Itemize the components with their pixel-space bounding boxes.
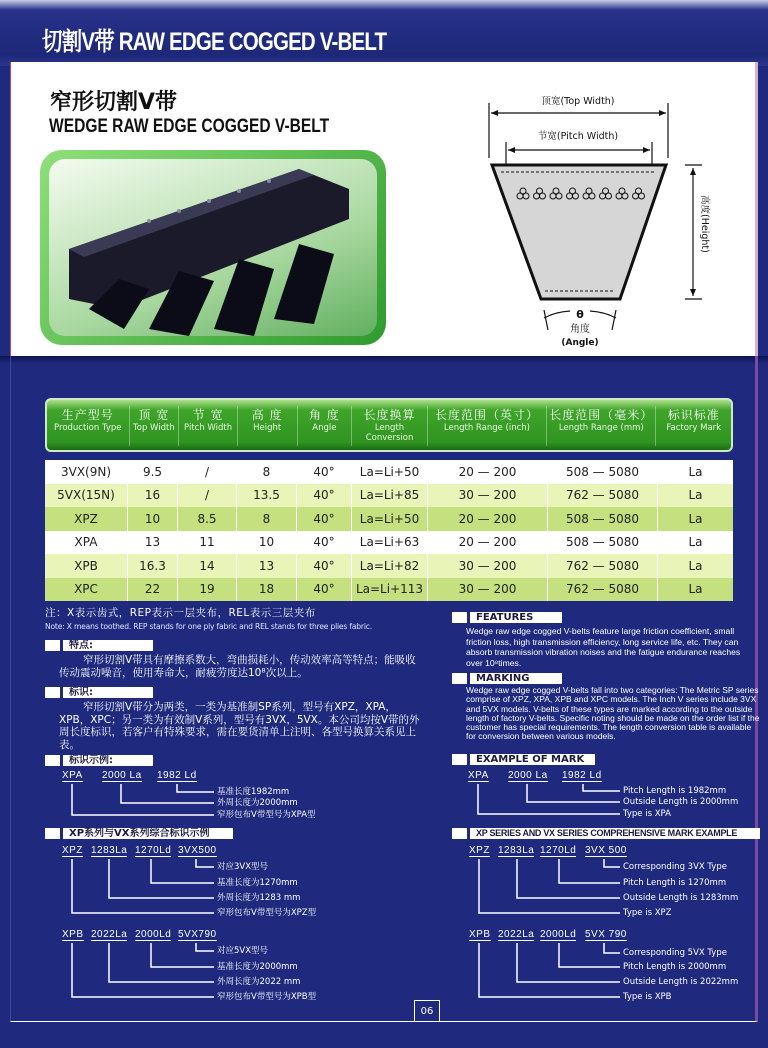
section-features-en — [452, 611, 562, 623]
height-label: 高度(Height) — [699, 195, 710, 253]
spec-table-header — [45, 398, 733, 452]
column-header-en: Angle — [312, 423, 337, 433]
column-header-cn: 生产型号 — [61, 408, 114, 422]
table-row — [45, 460, 733, 484]
column-header-en: Production Type — [54, 423, 122, 433]
features-text-en: Wedge raw edge cogged V-belts feature large friction coefficient, small friction loss, high transmission efficiency, long service life, etc. They can absorb transmission vibration noises and the fatigue endurance reaches over 10⁸times. — [466, 626, 741, 668]
product-title-en: WEDGE RAW EDGE COGGED V-BELT — [49, 116, 330, 137]
mark-code: XPA — [62, 770, 83, 781]
mark-code: XPB — [62, 929, 84, 940]
mark-label: Outside Length is 2000mm — [623, 797, 739, 807]
table-cell: / — [178, 460, 237, 484]
mark-label: 窄形包布V带型号为XPZ型 — [217, 908, 317, 918]
column-header-cn: 标识标准 — [667, 408, 720, 422]
section-marking-en — [452, 672, 562, 684]
column-header — [352, 406, 428, 446]
mark-code: 2022La — [91, 929, 128, 940]
section-title: XP系列与VX系列综合标识示例 — [63, 828, 233, 839]
table-cell: 14 — [178, 554, 237, 578]
column-header — [298, 406, 353, 446]
table-cell: 8 — [237, 460, 297, 484]
table-cell: 9.5 — [128, 460, 178, 484]
mark-code: XPZ — [62, 845, 83, 856]
note-en: Note: X means toothed. REP stands for one ply fabric and REL stands for three plies fabric. — [45, 622, 372, 631]
mark-code: 5VX 790 — [585, 929, 627, 940]
mark-code: 5VX790 — [178, 929, 217, 940]
table-cell: 10 — [128, 507, 178, 531]
column-header-cn: 节 宽 — [192, 408, 224, 422]
mark-label: Outside Length is 2022mm — [623, 977, 739, 987]
mark-label: Outside Length is 1283mm — [623, 893, 739, 903]
column-header-en: Length Conversion — [365, 423, 414, 443]
table-row — [45, 531, 733, 555]
table-cell: 20 — 200 — [428, 460, 548, 484]
table-cell: XPB — [45, 554, 128, 578]
mark-code: XPZ — [469, 845, 490, 856]
page-title: 切割V带 RAW EDGE COGGED V-BELT — [42, 28, 387, 56]
table-cell: 30 — 200 — [428, 484, 548, 508]
section-combo-cn — [45, 827, 233, 839]
column-header — [656, 406, 731, 446]
table-cell: 3VX(9N) — [45, 460, 128, 484]
mark-label: Pitch Length is 2000mm — [623, 962, 727, 972]
mark-code: 2000Ld — [540, 929, 577, 940]
table-cell: La=Li+50 — [352, 507, 428, 531]
table-cell: 508 — 5080 — [548, 460, 658, 484]
column-header-en: Factory Mark — [666, 423, 722, 433]
column-header — [428, 406, 547, 446]
mark-code: 1270Ld — [540, 845, 577, 856]
section-example-cn — [45, 754, 153, 766]
mark-label: Type is XPA — [623, 809, 671, 819]
section-example-en — [452, 753, 595, 765]
column-header-cn: 长度换算 — [363, 408, 416, 422]
table-cell: 20 — 200 — [428, 507, 548, 531]
mark-code: XPA — [468, 770, 489, 781]
mark-label: 对应3VX型号 — [217, 862, 269, 872]
pitch-width-label: 节宽(Pitch Width) — [537, 131, 619, 142]
table-cell: XPZ — [45, 507, 128, 531]
table-cell: 19 — [178, 578, 237, 602]
table-cell: 30 — 200 — [428, 554, 548, 578]
table-cell: La=Li+85 — [352, 484, 428, 508]
column-header-cn: 顶 宽 — [138, 408, 170, 422]
section-title: XP SERIES AND VX SERIES COMPREHENSIVE MARK EXAMPLE — [470, 828, 760, 839]
table-cell: XPA — [45, 531, 128, 555]
mark-label: Pitch Length is 1270mm — [623, 878, 727, 888]
column-header — [179, 406, 238, 446]
mark-code: 2022La — [498, 929, 535, 940]
mark-code: 1982 Ld — [562, 770, 602, 781]
table-cell: 13 — [128, 531, 178, 555]
table-cell: XPC — [45, 578, 128, 602]
column-header-cn: 角 度 — [308, 408, 340, 422]
table-cell: 508 — 5080 — [548, 531, 658, 555]
section-combo-en — [452, 827, 760, 839]
mark-code: XPB — [469, 929, 491, 940]
marking-text-en: Wedge raw edge cogged V-belts fall into two categories: The Metric SP series comprise of XPZ, XPA, XPB and XPC models. The Inch V series include 3VX and 5VX models. V-belts of these types are marked according to the outside length of factory V-belts. Specific noting should be made on the order list if the customer has special requirements. The length conversion table is available for conversion between various models. — [466, 685, 760, 742]
table-cell: La — [688, 511, 703, 526]
section-title: 特点: — [63, 640, 153, 651]
table-cell: La — [688, 582, 703, 597]
section-title: FEATURES — [470, 612, 562, 623]
table-cell: 13 — [237, 554, 297, 578]
table-cell: / — [178, 484, 237, 508]
section-title: 标识: — [63, 687, 153, 698]
mark-label: Corresponding 3VX Type — [623, 862, 727, 872]
table-cell: La — [688, 464, 703, 479]
table-cell: 40° — [297, 578, 352, 602]
table-cell: La=Li+113 — [352, 578, 428, 602]
table-cell: 20 — 200 — [428, 531, 548, 555]
column-header-en: Top Width — [133, 423, 175, 433]
column-header-cn: 长度范围（毫米） — [549, 408, 654, 422]
table-cell: 5VX(15N) — [45, 484, 128, 508]
table-cell: 762 — 5080 — [548, 578, 658, 602]
table-cell: 40° — [297, 460, 352, 484]
mark-label: 基准长度为2000mm — [217, 962, 298, 972]
table-row — [45, 507, 733, 531]
belt-cross-section-diagram — [440, 80, 768, 360]
section-title: EXAMPLE OF MARK — [470, 754, 595, 765]
mark-code: 1270Ld — [135, 845, 172, 856]
column-header — [238, 406, 298, 446]
note-cn: 注：X表示齿式，REP表示一层夹布，REL表示三层夹布 — [45, 607, 316, 619]
features-text-cn: 窄形切割V带具有摩擦系数大，弯曲损耗小，传动效率高等特点；能吸收传动震动噪音，使用寿命大，耐疲劳度达10⁸次以上。 — [59, 654, 416, 679]
table-cell: 18 — [237, 578, 297, 602]
table-cell: 8.5 — [178, 507, 237, 531]
section-features-cn — [45, 639, 153, 651]
table-cell: La=Li+63 — [352, 531, 428, 555]
column-header-cn: 高 度 — [251, 408, 283, 422]
column-header-en: Length Range (mm) — [558, 423, 644, 433]
table-row — [45, 578, 733, 602]
mark-label: 基准长度1982mm — [217, 787, 290, 797]
table-cell: 508 — 5080 — [548, 507, 658, 531]
column-header — [547, 406, 656, 446]
mark-label: Type is XPB — [623, 992, 672, 1002]
table-cell: 762 — 5080 — [548, 554, 658, 578]
mark-label: 对应5VX型号 — [217, 946, 269, 956]
table-cell: La=Li+50 — [352, 460, 428, 484]
table-cell: 22 — [128, 578, 178, 602]
mark-label: Type is XPZ — [623, 908, 672, 918]
product-title-cn: 窄形切割V带 — [50, 90, 178, 115]
mark-label: 窄形包布V带型号为XPA型 — [217, 810, 316, 820]
cogged-belt-image — [49, 159, 377, 336]
mark-label: 外周长度为2022 mm — [217, 977, 301, 987]
column-header-cn: 长度范围（英寸） — [434, 408, 539, 422]
section-title: MARKING — [470, 673, 562, 684]
section-title: 标识示例: — [63, 755, 153, 766]
table-cell: 16.3 — [128, 554, 178, 578]
column-header — [130, 406, 180, 446]
table-cell: La — [688, 535, 703, 550]
column-header-en: Height — [253, 423, 282, 433]
table-row — [45, 484, 733, 508]
mark-code: 2000Ld — [135, 929, 172, 940]
mark-code: 2000 La — [508, 770, 548, 781]
mark-label: 窄形包布V带型号为XPB型 — [217, 992, 317, 1002]
table-cell: 30 — 200 — [428, 578, 548, 602]
mark-code: 2000 La — [102, 770, 142, 781]
mark-label: Pitch Length is 1982mm — [623, 786, 727, 796]
column-header-en: Pitch Width — [184, 423, 233, 433]
table-cell: La=Li+82 — [352, 554, 428, 578]
mark-label: Corresponding 5VX Type — [623, 948, 727, 958]
table-cell: 10 — [237, 531, 297, 555]
angle-symbol: θ — [576, 308, 584, 321]
column-header-en: Length Range (inch) — [443, 423, 530, 433]
spec-table-body — [45, 460, 733, 601]
page-number: 06 — [414, 1000, 440, 1022]
table-cell: 16 — [128, 484, 178, 508]
table-cell: 762 — 5080 — [548, 484, 658, 508]
table-cell: 13.5 — [237, 484, 297, 508]
mark-code: 3VX500 — [178, 845, 217, 856]
table-cell: 40° — [297, 484, 352, 508]
top-width-label: 顶宽(Top Width) — [541, 96, 615, 107]
mark-code: 1283La — [91, 845, 128, 856]
table-row — [45, 554, 733, 578]
mark-label: 外周长度为2000mm — [217, 798, 298, 808]
table-cell: La — [688, 558, 703, 573]
marking-text-cn: 窄形切割V带分为两类，一类为基准制SP系列，型号有XPZ，XPA，XPB，XPC；另一类为有效制V系列，型号有3VX，5VX。本公司均按V带的外周长度标识，若客户有特殊要求，需在要货清单上注明、各型号换算关系见上表。 — [59, 701, 420, 751]
column-header — [47, 406, 130, 446]
belt-photo — [40, 150, 386, 345]
table-cell: 8 — [237, 507, 297, 531]
mark-label: 基准长度为1270mm — [217, 878, 298, 888]
table-cell: 40° — [297, 507, 352, 531]
table-cell: 40° — [297, 531, 352, 555]
mark-code: 1283La — [498, 845, 535, 856]
angle-label-en: (Angle) — [561, 338, 599, 348]
table-cell: 11 — [178, 531, 237, 555]
table-cell: La — [688, 488, 703, 503]
section-marking-cn — [45, 686, 153, 698]
table-cell: 40° — [297, 554, 352, 578]
angle-label-cn: 角度 — [570, 324, 590, 335]
mark-label: 外周长度为1283 mm — [217, 893, 301, 903]
mark-code: 3VX 500 — [585, 845, 627, 856]
mark-code: 1982 Ld — [157, 770, 197, 781]
